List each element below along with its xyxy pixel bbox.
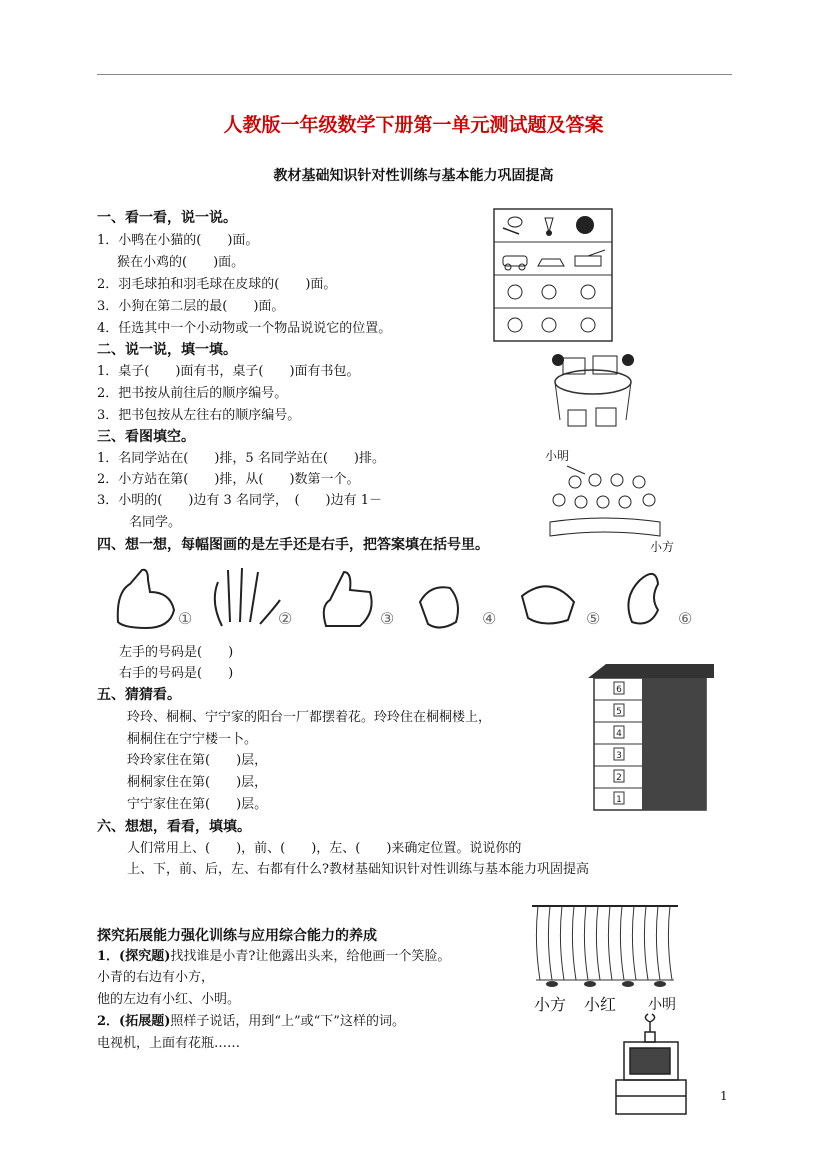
s6-p1: 人们常用上、( )，前、( )，左、( )来确定位置。说说你的 bbox=[127, 841, 522, 856]
hand-label-1: ① bbox=[178, 609, 193, 628]
shelf-animals-illustration bbox=[493, 208, 613, 342]
page-number: 1 bbox=[720, 1089, 728, 1103]
s2-q3: 3．把书包按从左往右的顺序编号。 bbox=[97, 408, 301, 423]
s3-q1: 1．名同学站在( )排，5 名同学站在( )排。 bbox=[97, 451, 385, 466]
label-xiaofang: 小方 bbox=[650, 540, 675, 554]
tv-vase-illustration bbox=[612, 1010, 692, 1120]
hand-label-4: ④ bbox=[482, 609, 497, 628]
extension-heading: 探究拓展能力强化训练与应用综合能力的养成 bbox=[97, 928, 377, 944]
ext-q2-num: 2． bbox=[97, 1014, 120, 1029]
header-rule bbox=[97, 74, 732, 75]
curtain-label-xiaoming: 小明 bbox=[648, 997, 676, 1013]
curtain-label-xiaofang: 小方 bbox=[534, 995, 567, 1014]
s2-q1: 1．桌子( )面有书，桌子( )面有书包。 bbox=[97, 364, 360, 379]
s4-left-hand: 左手的号码是( ) bbox=[119, 645, 234, 660]
ext-q1-tag: (探究题) bbox=[119, 949, 171, 964]
s4-right-hand: 右手的号码是( ) bbox=[119, 666, 234, 681]
s1-q3: 3．小狗在第二层的最( )面。 bbox=[97, 299, 285, 314]
s1-q2: 2．羽毛球拍和羽毛球在皮球的( )面。 bbox=[97, 277, 337, 292]
ext-q2-text: 照样子说话，用到“上”或“下”这样的词。 bbox=[170, 1014, 405, 1029]
hand-label-5: ⑤ bbox=[586, 609, 601, 628]
floor-label-4: 4 bbox=[616, 729, 622, 739]
label-xiaoming: 小明 bbox=[545, 449, 570, 463]
ext-q2-tag: (拓展题) bbox=[119, 1014, 171, 1029]
apartment-building-illustration bbox=[586, 660, 716, 812]
ext-q1-text: 找找谁是小青?让他露出头来，给他画一个笑脸。 bbox=[170, 949, 451, 964]
floor-label-3: 3 bbox=[616, 751, 622, 761]
section-4-heading: 四、想一想，每幅图画的是左手还是右手，把答案填在括号里。 bbox=[97, 537, 489, 553]
section-2-heading: 二、说一说，填一填。 bbox=[97, 342, 237, 358]
s3-q3a: 3．小明的( )边有 3 名同学， ( )边有 1－ bbox=[97, 493, 382, 508]
ext-q1 bbox=[97, 948, 450, 966]
section-5-heading: 五、猜猜看。 bbox=[97, 687, 181, 703]
s1-q1b: 猴在小鸡的( )面。 bbox=[117, 255, 245, 270]
section-3-heading: 三、看图填空。 bbox=[97, 429, 195, 445]
ext-q1-line3: 他的左边有小红、小明。 bbox=[97, 992, 241, 1007]
ext-q2-line2: 电视机，上面有花瓶…… bbox=[97, 1036, 241, 1051]
section-1-heading: 一、看一看，说一说。 bbox=[97, 210, 237, 226]
floor-label-6: 6 bbox=[616, 685, 622, 695]
hands-illustration bbox=[110, 562, 710, 638]
s6-p2: 上、下，前、后，左、右都有什么?教材基础知识针对性训练与基本能力巩固提高 bbox=[127, 862, 589, 877]
curtain-label-xiaohong: 小红 bbox=[584, 995, 617, 1014]
hand-label-2: ② bbox=[278, 609, 293, 628]
s3-q3b: 名同学。 bbox=[129, 515, 182, 530]
ext-q1-num: 1． bbox=[97, 949, 120, 964]
section-6-heading: 六、想想，看看，填填。 bbox=[97, 819, 251, 835]
s1-q1a: 1．小鸭在小猫的( )面。 bbox=[97, 233, 259, 248]
hand-label-3: ③ bbox=[380, 609, 395, 628]
s5-p4: 桐桐家住在第( )层， bbox=[127, 775, 268, 790]
ext-q1-line2: 小青的右边有小方， bbox=[97, 970, 215, 985]
s5-p1: 玲玲、桐桐、宁宁家的阳台一厂都摆着花。玲玲住在桐桐楼上， bbox=[127, 710, 492, 725]
s1-q4: 4．任选其中一个小动物或一个物品说说它的位置。 bbox=[97, 321, 392, 336]
table-books-illustration bbox=[548, 348, 638, 440]
s5-p3: 玲玲家住在第( )层， bbox=[127, 753, 268, 768]
s3-q2: 2．小方站在第( )排，从( )数第一个。 bbox=[97, 472, 360, 487]
floor-label-5: 5 bbox=[616, 707, 622, 717]
hand-label-6: ⑥ bbox=[678, 609, 693, 628]
document-title: 人教版一年级数学下册第一单元测试题及答案 bbox=[223, 114, 604, 136]
s5-p5: 宁宁家住在第( )层。 bbox=[127, 797, 268, 812]
s5-p2: 桐桐住在宁宁楼一卜。 bbox=[127, 732, 258, 747]
students-rows-illustration bbox=[545, 462, 665, 550]
floor-label-1: 1 bbox=[616, 795, 622, 805]
ext-q2 bbox=[97, 1013, 405, 1031]
document-subtitle: 教材基础知识针对性训练与基本能力巩固提高 bbox=[273, 168, 554, 184]
curtain-children-illustration bbox=[530, 902, 680, 1002]
s2-q2: 2．把书按从前往后的顺序编号。 bbox=[97, 386, 288, 401]
floor-label-2: 2 bbox=[616, 773, 622, 783]
